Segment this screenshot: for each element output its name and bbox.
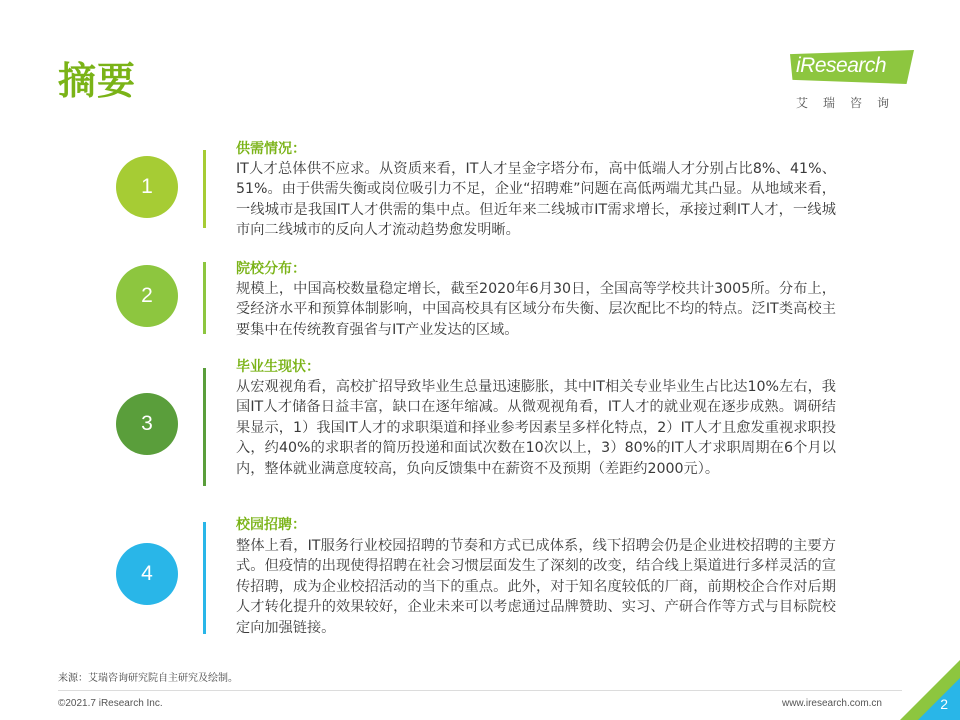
section-body: 整体上看，IT服务行业校园招聘的节奏和方式已成体系，线下招聘会仍是企业进校招聘的主要方式。但疫情的出现使得招聘在社会习惯层面发生了深刻的改变，结合线上渠道进行多样灵活的宣传招聘，成为企业校招活动的当下的重点。此外，对于知名度较低的厂商，前期校企合作对后期人才转化提升的效果较好，企业未来可以考虑通过品牌赞助、实习、产研合作等方式与目标院校定向加强链接。	[236, 538, 836, 636]
section-heading: 院校分布：	[236, 261, 306, 277]
section-body: IT人才总体供不应求。从资质来看，IT人才呈金字塔分布，高中低端人才分别占比8%、41%、51%。由于供需失衡或岗位吸引力不足，企业“招聘难”问题在高低两端尤其凸显。从地域来看，一线城市是我国IT人才供需的集中点。但近年来二线城市IT需求增长，承接过剩IT人才，一线城市向二线城市的反向人才流动趋势愈发明晰。	[236, 161, 836, 239]
section-number-circle: 2	[116, 265, 178, 327]
section-divider	[203, 368, 206, 486]
logo-text: iResearch	[796, 54, 887, 77]
copyright: ©2021.7 iResearch Inc.	[58, 698, 163, 709]
footer-divider	[58, 690, 902, 691]
section-body: 规模上，中国高校数量稳定增长，截至2020年6月30日，全国高等学校共计3005所。分布上，受经济水平和预算体制影响，中国高校具有区域分布失衡、层次配比不均的特点。泛IT类高校主要集中在传统教育强省与IT产业发达的区域。	[236, 281, 836, 338]
corner-decoration-icon	[900, 660, 960, 720]
source-note: 来源：艾瑞咨询研究院自主研究及绘制。	[58, 673, 238, 684]
section-heading: 校园招聘：	[236, 517, 306, 533]
section-divider	[203, 150, 206, 228]
section-divider	[203, 522, 206, 634]
website-link[interactable]: www.iresearch.com.cn	[781, 698, 882, 709]
logo-subtext: 艾瑞咨询	[796, 96, 905, 110]
section-body: 从宏观视角看，高校扩招导致毕业生总量迅速膨胀，其中IT相关专业毕业生占比达10%左右，我国IT人才储备日益丰富，缺口在逐年缩减。从微观视角看，IT人才的就业观在逐步成熟。调研结果显示，1）我国IT人才的求职渠道和择业参考因素呈多样化特点，2）IT人才且愈发重视求职投入，约40%的求职者的简历投递和面试次数在10次以上，3）80%的IT人才求职周期在6个月以内，整体就业满意度较高，负向反馈集中在薪资不及预期（差距约2000元）。	[236, 379, 836, 477]
section-heading: 毕业生现状：	[236, 359, 320, 375]
page-number: 2	[940, 696, 948, 712]
section-number-circle: 3	[116, 393, 178, 455]
section-heading: 供需情况：	[236, 141, 306, 157]
iresearch-logo	[790, 38, 920, 118]
page-title: 摘要	[58, 59, 137, 103]
section-number-circle: 1	[116, 156, 178, 218]
section-number-circle: 4	[116, 543, 178, 605]
section-divider	[203, 262, 206, 334]
